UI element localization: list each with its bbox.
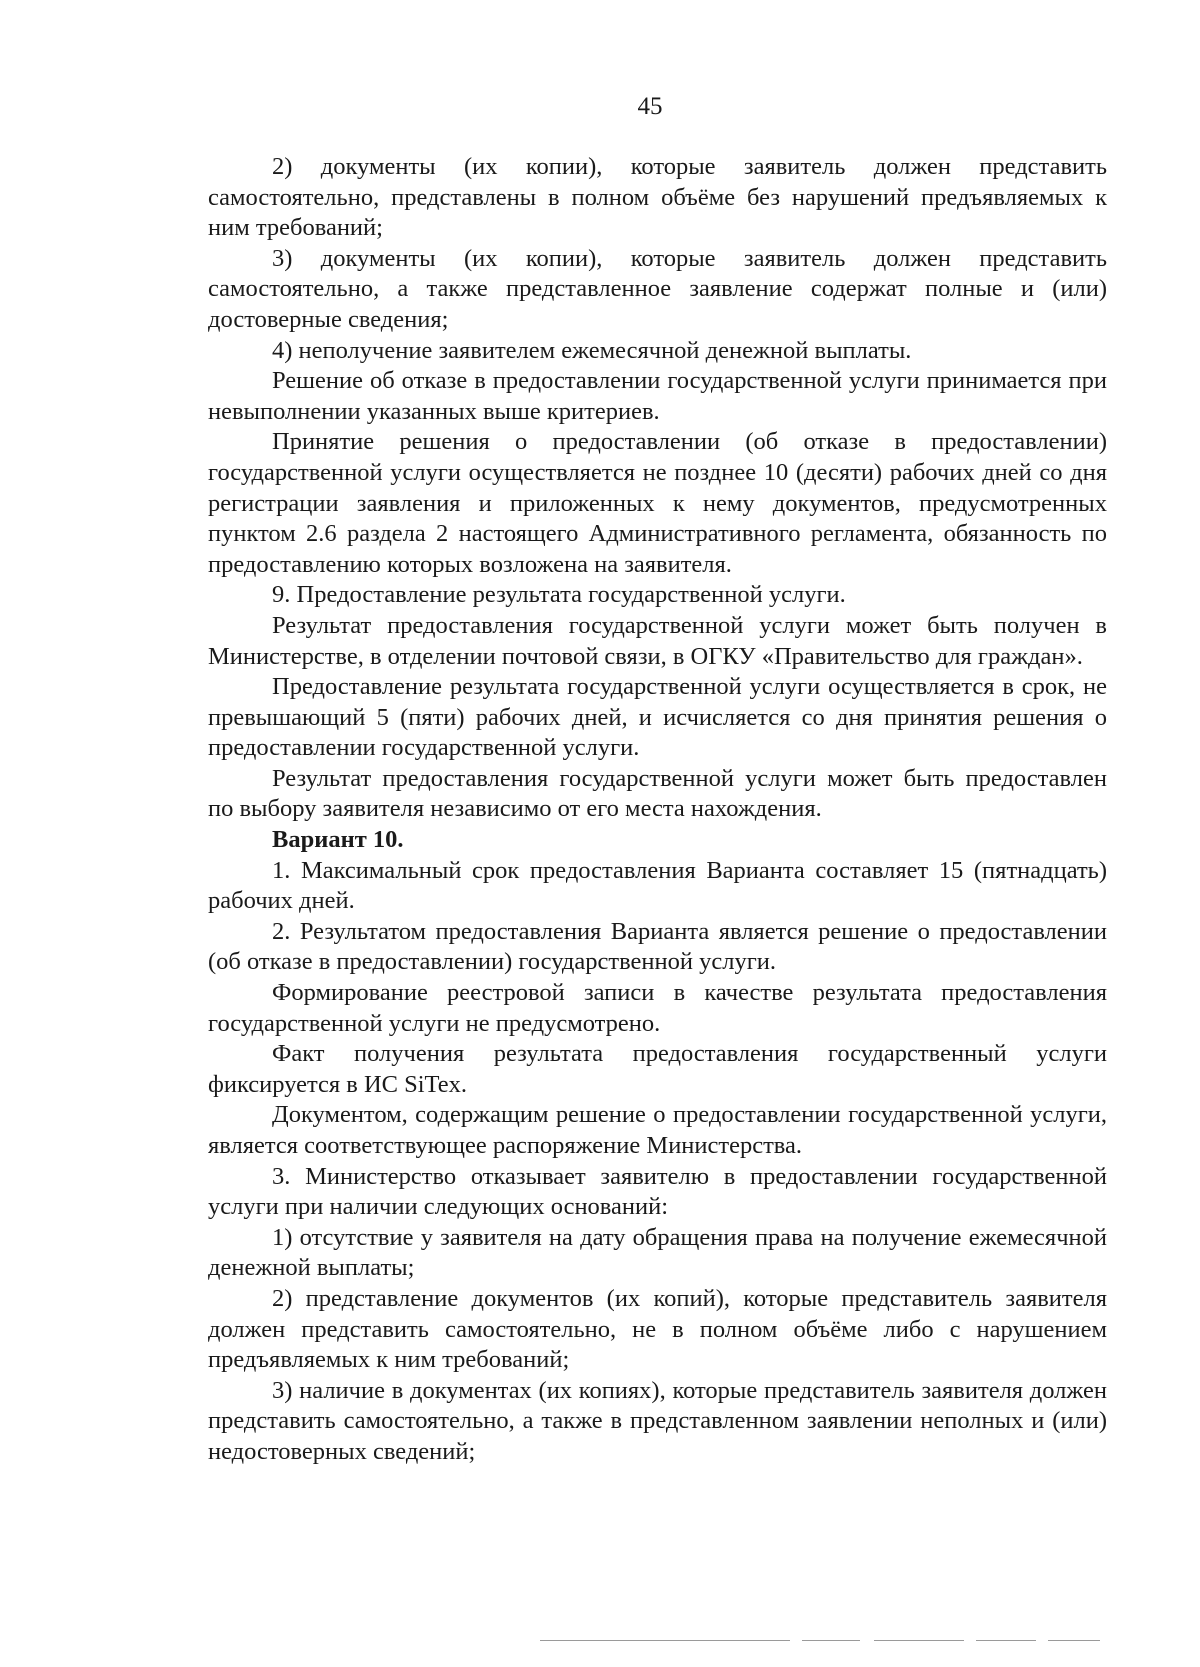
- paragraph: 4) неполучение заявителем ежемесячной денежной выплаты.: [272, 336, 912, 364]
- paragraph: Документом, содержащим решение о предоставлении государственной услуги, является соответствующее распоряжение Министерства.: [208, 1101, 1107, 1159]
- paragraph: Формирование реестровой записи в качестве результата предоставления государственной услуги не предусмотрено.: [208, 979, 1107, 1037]
- paragraph: 1. Максимальный срок предоставления Варианта составляет 15 (пятнадцать) рабочих дней.: [208, 856, 1107, 915]
- scan-artifact-lines: [540, 1638, 1100, 1644]
- paragraph: Предоставление результата государственной услуги осуществляется в срок, не превышающий 5 (пяти) рабочих дней, и исчисляется со дня принятия решения о предоставлении государственной услуги.: [208, 673, 1107, 762]
- paragraph: Результат предоставления государственной услуги может быть предоставлен по выбору заявителя независимо от его места нахождения.: [208, 764, 1107, 823]
- paragraph: Результат предоставления государственной услуги может быть получен в Министерстве, в отделении почтовой связи, в ОГКУ «Правительство для граждан».: [208, 611, 1107, 670]
- paragraph: 3. Министерство отказывает заявителю в предоставлении государственной услуги при наличии следующих оснований:: [208, 1162, 1107, 1221]
- paragraph: 3) наличие в документах (их копиях), которые представитель заявителя должен представить самостоятельно, а также в представленном заявлении неполных и (или) недостоверных сведений;: [208, 1376, 1107, 1465]
- section-heading: Вариант 10.: [272, 826, 404, 854]
- page-number: 45: [637, 93, 663, 120]
- paragraph: Решение об отказе в предоставлении государственной услуги принимается при невыполнении указанных выше критериев.: [208, 367, 1107, 425]
- paragraph: Факт получения результата предоставления государственный услуги фиксируется в ИС SiTex.: [208, 1040, 1107, 1098]
- paragraph: 9. Предоставление результата государственной услуги.: [272, 581, 846, 609]
- paragraph: 3) документы (их копии), которые заявитель должен представить самостоятельно, а также представленное заявление содержат полные и (или) достоверные сведения;: [208, 244, 1107, 333]
- document-body: [208, 152, 1107, 1468]
- paragraph: 2) представление документов (их копий), которые представитель заявителя должен представить самостоятельно, не в полном объёме либо с нарушением предъявляемых к ним требований;: [208, 1284, 1107, 1374]
- paragraph: 1) отсутствие у заявителя на дату обращения права на получение ежемесячной денежной выплаты;: [208, 1223, 1107, 1282]
- paragraph: 2) документы (их копии), которые заявитель должен представить самостоятельно, представлены в полном объёме без нарушений предъявляемых к ним требований;: [208, 153, 1107, 242]
- paragraph: 2. Результатом предоставления Варианта является решение о предоставлении (об отказе в предоставлении) государственной услуги.: [208, 917, 1107, 976]
- paragraph: Принятие решения о предоставлении (об отказе в предоставлении) государственной услуги осуществляется не позднее 10 (десяти) рабочих дней со дня регистрации заявления и приложенных к нему документов, предусмотренных пунктом 2.6 раздела 2 настоящего Административного регламента, обязанность по предоставлению которых возложена на заявителя.: [208, 428, 1107, 578]
